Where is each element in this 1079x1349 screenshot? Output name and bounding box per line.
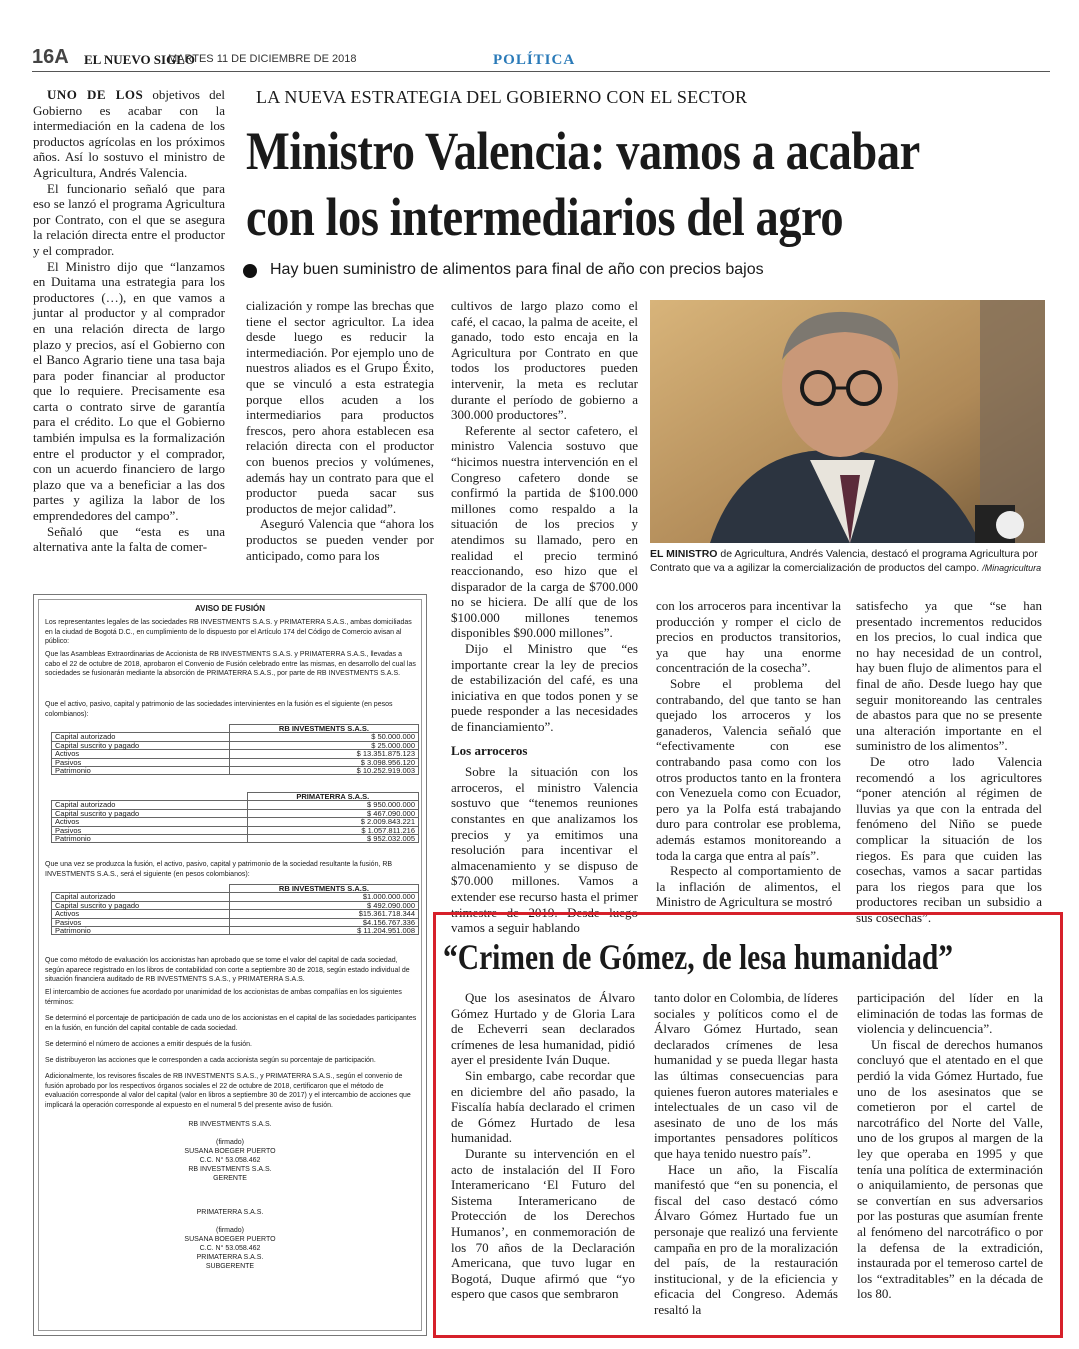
box-column-3-paragraph-2: Un fiscal de derechos humanos concluyó que el atentado en el que perdió la vida Gómez Hurtado, fue uno de los asesinatos que se cometieron por el cartel de narcotráfico del Norte del Valle, uno de los grupos al margen de la ley que operaba en 1995 y que tenía una política de exterminación o aniquilamiento, de personas que se convertían en sus adversarios por las posturas que asumían frente al fenómeno del narcotráfico o por la defensa de la extradición, instaurada por el temeroso cartel de los “extraditables” en la década de los 80. (857, 1036, 1043, 1302)
box-column-1-paragraph-3: Durante su intervención en el acto de instalación del II Foro Interamericano ‘El Futuro del Sistema Interamericano de Protección de los Derechos Humanos’, en conmemoración de los 70 años de la Declaración Americana, que tuvo lugar en Bogotá, Duque afirmó que “yo espero que casos que sembraron (451, 1145, 635, 1302)
table-cell: $ 952.032.005 (247, 835, 418, 843)
signature-line: (firmado) (215, 1139, 244, 1146)
table-cell: $ 3.098.956.120 (229, 758, 418, 766)
article-column-4 (656, 598, 841, 910)
signature-line: C.C. N° 53.058.462 (199, 1245, 261, 1252)
signature-line: GERENTE (213, 1175, 247, 1182)
table-cell: $ 1.057.811.216 (247, 826, 418, 834)
article-column-5 (856, 598, 1042, 925)
table-cell: $ 50.000.000 (229, 733, 418, 741)
table-cell: $1.000.000.000 (229, 893, 418, 901)
bullet-icon (243, 264, 257, 278)
column-3-paragraph-1: cultivos de largo plazo como el café, el cacao, la palma de aceite, el ganado, todo esto encaja en la Agricultura por Contrato en que todos los productores pueden intervenir, la meta es reclutar durante el período de gobierno a 300.000 productores”. (451, 298, 638, 423)
column-4-paragraph-2: Sobre el problema del contrabando, del que tanto se han quejado los arroceros y los ganaderos, Valencia señaló que “efectivamente con ese contrabando pasa como con los otros productos tanto en la frontera con Venezuela como con Ecuador, pero ya la Polfa está trabajando duro para controlar ese problema, además estamos monitoreando a toda la carga que entra al país”. (656, 675, 841, 863)
table-cell: Activos (52, 818, 248, 826)
table-cell: Capital autorizado (52, 801, 248, 809)
table-cell: $ 10.252.919.003 (229, 767, 418, 775)
table-cell: $ 25.000.000 (229, 741, 418, 749)
table-cell: $15.361.718.344 (229, 910, 418, 918)
notice-paragraph-4: Que una vez se produzca la fusión, el activo, pasivo, capital y patrimonio de la sociedad resultante la fusión, RB INVESTMENTS S.A.S., será el siguiente (en pesos colombianos): (45, 861, 393, 878)
table-cell: PRIMATERRA S.A.S. (247, 793, 418, 801)
table-cell: Capital suscrito y pagado (52, 741, 230, 749)
notice-paragraph-1: Los representantes legales de las sociedades RB INVESTMENTS S.A.S. y PRIMATERRA S.A.S., ambas domiciliadas en la ciudad de Bogotá D.C., en cumplimiento de lo dispuesto por el Artículo 174 del Código de Comercio avisan al público: (45, 619, 412, 646)
notice-paragraph-3: Que el activo, pasivo, capital y patrimonio de las sociedades intervinientes en la fusión es el siguiente (en pesos colombianos): (45, 701, 393, 718)
box-column-2-paragraph-1: tanto dolor en Colombia, de líderes sociales y políticos como el de Álvaro Gómez Hurtado, sean declarados crímenes de lesa humanidad y se pueda llegar hasta las últimas consecuencias para quienes fueron autores materiales e intelectuales de un caso vil de asesinato de uno de los más importantes pensadores políticos que haya tenido nuestro país”. (654, 990, 838, 1161)
column-1-paragraph-2: El funcionario señaló que para eso se lanzó el programa Agricultura por Contrato, con el que se asegura la relación directa entre el productor y el comprador. (33, 180, 225, 258)
highlighted-article-headline: “Crimen de Gómez, de lesa humanidad” (443, 937, 954, 977)
table-cell: $ 2.009.843.221 (247, 818, 418, 826)
merger-notice (33, 594, 427, 1336)
box-column-1-paragraph-1: Que los asesinatos de Álvaro Gómez Hurtado y de Gloria Lara de Echeverri sean declarados crímenes de lesa humanidad, pidió ayer el presidente Iván Duque. (451, 990, 635, 1068)
table-cell: $4.156.767.336 (229, 918, 418, 926)
signature-block-1 (39, 1120, 421, 1183)
merger-notice-inner (38, 599, 422, 1331)
signature-line: SUSANA BOEGER PUERTO (184, 1236, 276, 1243)
column-4-paragraph-1: con los arroceros para incentivar la producción y romper el ciclo de precios en productos transitorios, ya que hay una enorme concentración de la cosecha”. (656, 598, 841, 676)
section-name: POLÍTICA (493, 52, 576, 68)
table-cell: $ 13.351.875.123 (229, 750, 418, 758)
table-cell: Patrimonio (52, 927, 230, 935)
page-number: 16A (32, 46, 69, 68)
minister-photo (650, 300, 1045, 543)
table-cell: $ 467.090.000 (247, 809, 418, 817)
column-3-paragraph-2: Referente al sector cafetero, el ministro Valencia sostuvo que “hicimos nuestra intervención en el Congreso cafetero donde se confirmó la partida de $100.000 millones como respaldo a la situación de los precios y atendimos su llamado, pero en realidad el precio terminó reaccionando, eso hizo que el disparador de la carga de $700.000 no se hiciera. De allí que de los $100.000 millones tenemos disponibles $90.000 millones”. (451, 422, 638, 641)
signature-line: PRIMATERRA S.A.S. (196, 1209, 264, 1216)
column-1-paragraph-4: Señaló que “esta es una alternativa ante la falta de comer- (33, 523, 225, 555)
box-column-1-paragraph-2: Sin embargo, cabe recordar que en diciembre del año pasado, la Fiscalía había declarado el crimen de Gómez Hurtado de lesa humanidad. (451, 1067, 635, 1146)
notice-paragraph-8: Se determinó el número de acciones a emitir después de la fusión. (45, 1041, 253, 1048)
financial-table-3 (51, 884, 419, 935)
column-1-paragraph-1: UNO DE LOS objetivos del Gobierno es acabar con la intermediación en la cadena de los productos agrícolas en los próximos años. Así lo sostuvo el ministro de Agricultura, Andrés Valencia. (33, 87, 225, 180)
photo-credit: /Minagricultura (982, 563, 1042, 573)
column-1-paragraph-3: El Ministro dijo que “lanzamos en Duitama una estrategia para los productores (…), en que vamos a juntar al productor y al comprador en una relación directa de largo plazo y precios, así el Gobierno con el Banco Agrario tiene una tasa baja para poder financiar al productor que lo requiere. Precisamente esa carta o contrato sirve de garantía para el crédito. Lo que el Gobierno también impulsa es la formalización entre el productor y el comprador, con un acuerdo financiero de largo plazo que va a beneficiar a las dos partes y agiliza la labor de los emprendedores del campo”. (33, 258, 225, 524)
lead-in: UNO DE LOS (47, 87, 144, 102)
signature-line: PRIMATERRA S.A.S. (196, 1254, 264, 1261)
signature-line: C.C. N° 53.058.462 (199, 1157, 261, 1164)
header-rule (32, 71, 1050, 72)
notice-paragraph-7: Se determinó el porcentaje de participación de cada uno de los accionistas en el capital de las sociedades participantes en la fusión, en función del capital contable de cada sociedad. (45, 1015, 417, 1032)
table-cell: Capital autorizado (52, 733, 230, 741)
issue-date: MARTES 11 DE DICIEMBRE DE 2018 (168, 53, 357, 65)
table-cell: $ 11.204.951.008 (229, 927, 418, 935)
article-column-1 (33, 87, 225, 555)
table-cell: Patrimonio (52, 767, 230, 775)
column-2-paragraph-1: cialización y rompe las brechas que tiene el sector agricultor. La idea desde luego es reducir la intermediación. Por ejemplo uno de nuestros aliados es el Grupo Éxito, que se vinculó a esta estrategia porque ellos acuden a los intermediarios para productos frescos, pero ahora establecen esa relación directa con el productor con buenos precios y volúmenes, además hay un contrato para que el productor pueda sacar sus productos de mejor calidad”. (246, 298, 434, 516)
subheading-arroceros: Los arroceros (451, 742, 528, 758)
article-column-2 (246, 298, 434, 563)
table-cell: Capital suscrito y pagado (52, 809, 248, 817)
notice-paragraph-6: El intercambio de acciones fue acordado por unanimidad de los accionistas de ambas compañías en los siguientes términos: (45, 989, 402, 1006)
article-subtitle: Hay buen suministro de alimentos para final de año con precios bajos (270, 261, 764, 278)
table-cell: Activos (52, 750, 230, 758)
table-cell: Capital autorizado (52, 893, 230, 901)
signature-line: RB INVESTMENTS S.A.S. (188, 1166, 272, 1173)
box-column-3-paragraph-1: participación del líder en la eliminación de todas las formas de violencia y delincuencia”. (857, 990, 1043, 1037)
newspaper-name: EL NUEVO SIGLO (84, 52, 195, 67)
article-headline: Ministro Valencia: vamos a acabar con los intermediarios del agro (246, 121, 920, 247)
notice-paragraph-2: Que las Asambleas Extraordinarias de Accionista de RB INVESTMENTS S.A.S. y PRIMATERRA S.A.S., llevadas a cabo el 22 de octubre de 2018, aprobaron el Convenio de Fusión celebrado entre las mismas, en desarrollo del cual las sociedades se fusionarán mediante la absorción de PRIMATERRA S.A.S., por parte de RB INVESTMENTS S.A.S. (45, 651, 416, 678)
table-cell: $ 950.000.000 (247, 801, 418, 809)
signature-line: RB INVESTMENTS S.A.S. (188, 1121, 272, 1128)
table-cell: Patrimonio (52, 835, 248, 843)
table-cell: Pasivos (52, 918, 230, 926)
article-kicker: LA NUEVA ESTRATEGIA DEL GOBIERNO CON EL SECTOR (256, 87, 748, 107)
table-cell: Pasivos (52, 826, 248, 834)
column-3-paragraph-3: Dijo el Ministro que “es importante crear la ley de precios de estabilización del café, es una iniciativa en que todos ponen y se puede responder a las necesidades de financiamiento”. (451, 641, 638, 735)
table-cell: Capital suscrito y pagado (52, 901, 230, 909)
table-cell: $ 492.090.000 (229, 901, 418, 909)
column-3-paragraph-4: Sobre la situación con los arroceros, el ministro Valencia sostuvo que “tenemos reuniones constantes en que analizamos los precios y ya emitimos una resolución para incentivar el almacenamiento y se dispuso de $70.000 millones. Vamos a extender ese recurso hasta el primer trimestre de 2019. Desde luego vamos a seguir hablando (451, 764, 638, 936)
box-column-2-paragraph-2: Hace un año, la Fiscalía manifestó que “en su ponencia, el fiscal del caso destacó cómo Álvaro Gómez Hurtado fue un personaje que realizó una ferviente campaña en pro de la moralización del país, de la restauración institucional, y de la eficiencia y eficacia del Congreso. Además resaltó la (654, 1161, 838, 1317)
column-5-paragraph-1: satisfecho ya que “se han presentado incrementos reducidos en los precios, lo cual indica que no hay necesidad de un control, hay buen flujo de alimentos para el final de año. Desde luego hay que seguir monitoreando las centrales de abastos para que no se presente una alteración importante en el suministro de los alimentos”. (856, 598, 1042, 754)
table-cell: Pasivos (52, 758, 230, 766)
table-cell: RB INVESTMENTS S.A.S. (229, 885, 418, 893)
box-column-1 (451, 990, 635, 1302)
merger-notice-title: AVISO DE FUSIÓN (194, 604, 266, 613)
signature-line: SUSANA BOEGER PUERTO (184, 1148, 276, 1155)
financial-table-1 (51, 724, 419, 775)
article-column-3 (451, 298, 638, 936)
notice-paragraph-9: Se distribuyeron las acciones que le corresponden a cada accionista según su porcentaje de participación. (45, 1057, 376, 1064)
box-column-2 (654, 990, 838, 1317)
notice-paragraph-5: Que como método de evaluación los accionistas han aprobado que se tome el valor del capital de cada sociedad, según aparece registrado en los libros de contabilidad con corte a septiembre 30 de 2018, según estado individual de situación financiera auditado de RB INVESTMENTS S.A.S., y PRIMATERRA S.A.S. (45, 957, 410, 984)
photo-caption: EL MINISTRO de Agricultura, Andrés Valencia, destacó el programa Agricultura por Contrato que va a agilizar la comercialización de productos del campo. /Minagricultura (650, 548, 1042, 574)
signature-line: SUBGERENTE (205, 1263, 255, 1270)
signature-block-2 (39, 1208, 421, 1271)
column-5-paragraph-2: De otro lado Valencia recomendó a los agricultores “poner atención al régimen de lluvias ya que con la entrada del fenómeno del Niño se puede complicar la situación de los riegos. Es para que cuiden las cosechas, vamos a sacar partidas para los riegos para que los productores reciban un subsidio a sus cosechas”. (856, 753, 1042, 925)
column-4-paragraph-3: Respecto al comportamiento de la inflación de alimentos, el Ministro de Agricultura se mostró (656, 863, 841, 910)
signature-line: (firmado) (215, 1227, 244, 1234)
table-cell: RB INVESTMENTS S.A.S. (229, 725, 418, 733)
box-column-3 (857, 990, 1043, 1302)
column-2-paragraph-2: Aseguró Valencia que “ahora los productos se pueden vender por anticipado, como para los (246, 516, 434, 563)
financial-table-2 (51, 792, 419, 843)
notice-paragraph-10: Adicionalmente, los revisores fiscales de RB INVESTMENTS S.A.S., y PRIMATERRA S.A.S., según el convenio de fusión aprobado por los respectivos órganos sociales el 22 de octubre de 2018, certificaron que el método de evaluación corresponde al valor del capital (valor en libros a septiembre 30 de 2017) y el intercambio de acciones que implicará la operación corresponde al expuesto en el numeral 5 del presente aviso de fusión. (45, 1073, 411, 1109)
table-cell: Activos (52, 910, 230, 918)
